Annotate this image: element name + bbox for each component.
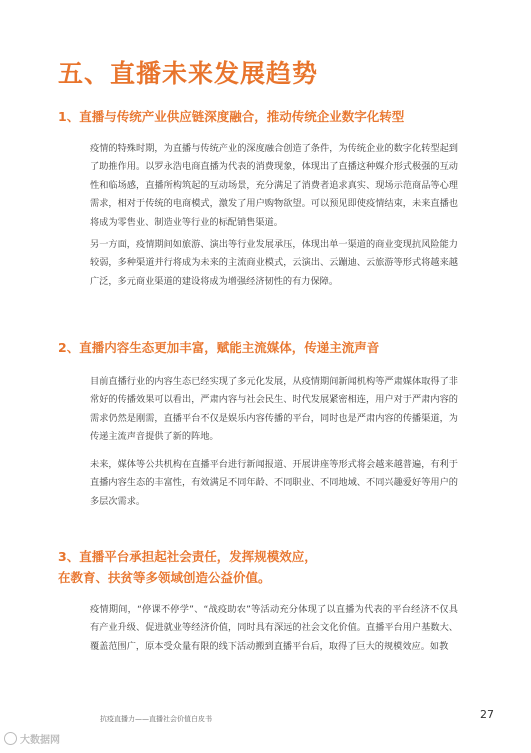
watermark <box>4 731 60 746</box>
footer-document-title: 抗疫直播力——直播社会价值白皮书 <box>100 715 212 723</box>
section-3-heading: 3、直播平台承担起社会责任，发挥规模效应，在教育、扶贫等多领域创造公益价值。 <box>58 549 317 585</box>
section-1-heading: 1、直播与传统产业供应链深度融合，推动传统企业数字化转型 <box>58 109 405 124</box>
watermark-text: 大数据网 <box>20 735 60 746</box>
page-number: 27 <box>480 708 494 721</box>
section-2-paragraph-1: 目前直播行业的内容生态已经实现了多元化发展，从疫情期间新闻机构等严肃媒体取得了非常好的传播效果可以看出，严肃内容与社会民生、时代发展紧密相连，用户对于严肃内容的需求仍然是刚需，直播平台不仅是娱乐内容传播的平台，同时也是严肃内容的传播渠道，为传递主流声音提供了新的阵地。 <box>90 376 458 443</box>
section-1-paragraph-2: 另一方面，疫情期间如旅游、演出等行业发展承压，体现出单一渠道的商业变现抗风险能力较弱，多种渠道并行将成为未来的主流商业模式，云演出、云蹦迪、云旅游等形式将越来越广泛，多元商业渠道的建设将成为增强经济韧性的有力保障。 <box>90 239 458 287</box>
watermark-logo-icon <box>4 732 17 745</box>
section-3-paragraph-1: 疫情期间，“停课不停学”、“战疫助农”等活动充分体现了以直播为代表的平台经济不仅具有产业升级、促进就业等经济价值，同时具有深远的社会文化价值。直播平台用户基数大、覆盖范围广，原本受众量有限的线下活动搬到直播平台后，取得了巨大的规模效应。如教 <box>90 604 458 652</box>
section-2-heading: 2、直播内容生态更加丰富，赋能主流媒体，传递主流声音 <box>58 340 380 355</box>
section-2-paragraph-2: 未来，媒体等公共机构在直播平台进行新闻报道、开展讲座等形式将会越来越普遍，有利于直播内容生态的丰富性，有效满足不同年龄、不同职业、不同地域、不同兴趣爱好等用户的多层次需求。 <box>90 459 458 507</box>
page-title: 五、直播未来发展趋势 <box>58 59 319 88</box>
section-1-paragraph-1: 疫情的特殊时期，为直播与传统产业的深度融合创造了条件，为传统企业的数字化转型起到了助推作用。以罗永浩电商直播为代表的消费现象，体现出了直播这种媒介形式极强的互动性和临场感，直播所构筑起的互动场景，充分满足了消费者追求真实、现场示范商品等心理需求，相对于传统的电商模式，激发了用户购物欲望。可以预见即使疫情结束，未来直播也将成为零售业、制造业等行业的标配销售渠道。 <box>90 143 458 228</box>
